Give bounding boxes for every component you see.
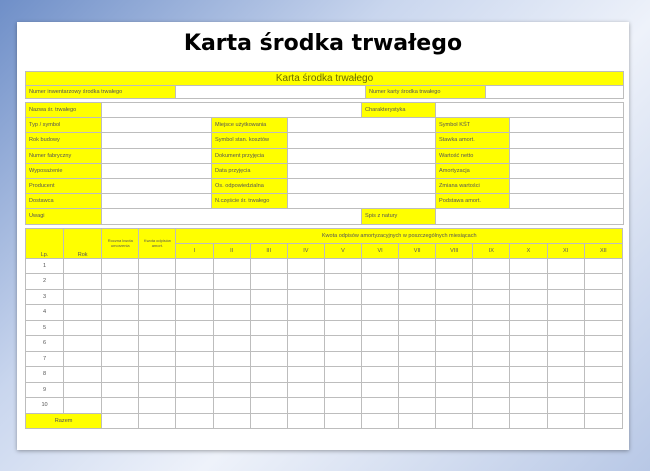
month-header: V xyxy=(324,243,361,258)
table-cell[interactable] xyxy=(436,398,473,414)
total-cell[interactable] xyxy=(584,413,622,429)
table-cell[interactable] xyxy=(213,289,250,305)
table-cell[interactable] xyxy=(213,351,250,367)
table-cell[interactable] xyxy=(250,258,287,274)
characteristics-label: Charakterystyka xyxy=(362,103,436,118)
table-cell[interactable] xyxy=(473,367,510,383)
table-row xyxy=(26,320,623,336)
month-header: I xyxy=(176,243,213,258)
table-cell[interactable] xyxy=(250,336,287,352)
table-cell[interactable] xyxy=(139,336,176,352)
field-label: Dokument przyjęcia xyxy=(212,148,288,163)
table-cell[interactable] xyxy=(473,258,510,274)
field-label: Os. odpowiedzialna xyxy=(212,178,288,193)
table-cell[interactable] xyxy=(436,258,473,274)
row-number: 10 xyxy=(26,398,64,414)
table-cell[interactable] xyxy=(399,274,436,290)
table-cell[interactable] xyxy=(510,305,547,321)
table-cell[interactable] xyxy=(324,398,361,414)
row-number: 8 xyxy=(26,367,64,383)
table-cell[interactable] xyxy=(176,305,213,321)
table-cell[interactable] xyxy=(436,351,473,367)
total-cell[interactable] xyxy=(510,413,547,429)
table-cell[interactable] xyxy=(287,305,324,321)
field-value[interactable] xyxy=(510,133,624,148)
table-cell[interactable] xyxy=(250,351,287,367)
table-cell[interactable] xyxy=(64,274,102,290)
row-number: 6 xyxy=(26,336,64,352)
table-cell[interactable] xyxy=(510,289,547,305)
disposal-value[interactable] xyxy=(436,209,624,224)
table-cell[interactable] xyxy=(213,382,250,398)
month-header: II xyxy=(213,243,250,258)
table-row xyxy=(26,382,623,398)
characteristics-value[interactable] xyxy=(436,103,624,118)
field-value[interactable] xyxy=(288,178,436,193)
table-cell[interactable] xyxy=(176,320,213,336)
field-label: N.częście śr. trwałego xyxy=(212,194,288,209)
table-cell[interactable] xyxy=(399,305,436,321)
table-row xyxy=(26,398,623,414)
field-label: Dostawca xyxy=(26,194,102,209)
table-cell[interactable] xyxy=(287,367,324,383)
field-value[interactable] xyxy=(288,133,436,148)
table-cell[interactable] xyxy=(139,367,176,383)
table-cell[interactable] xyxy=(102,351,139,367)
month-header: III xyxy=(250,243,287,258)
disposal-label: Spis z natury xyxy=(362,209,436,224)
card-title: Karta środka trwałego xyxy=(26,72,624,86)
table-cell[interactable] xyxy=(324,382,361,398)
field-label: Stawka amort. xyxy=(436,133,510,148)
table-cell[interactable] xyxy=(473,351,510,367)
total-cell[interactable] xyxy=(399,413,436,429)
table-cell[interactable] xyxy=(324,258,361,274)
month-header: IX xyxy=(473,243,510,258)
table-cell[interactable] xyxy=(473,320,510,336)
table-cell[interactable] xyxy=(547,351,584,367)
table-cell[interactable] xyxy=(287,398,324,414)
field-value[interactable] xyxy=(102,133,212,148)
inventory-number-value[interactable] xyxy=(176,85,366,99)
table-cell[interactable] xyxy=(287,336,324,352)
table-cell[interactable] xyxy=(399,289,436,305)
field-value[interactable] xyxy=(288,163,436,178)
field-value[interactable] xyxy=(102,194,212,209)
table-cell[interactable] xyxy=(250,367,287,383)
table-cell[interactable] xyxy=(547,382,584,398)
field-label: Zmiana wartości xyxy=(436,178,510,193)
asset-name-label: Nazwa śr. trwałego xyxy=(26,103,102,118)
table-cell[interactable] xyxy=(584,274,622,290)
table-cell[interactable] xyxy=(361,367,398,383)
field-value[interactable] xyxy=(102,148,212,163)
depreciation-amount-header: Kwota odpisów amort. xyxy=(139,228,176,258)
table-cell[interactable] xyxy=(64,305,102,321)
month-header: VIII xyxy=(436,243,473,258)
table-cell[interactable] xyxy=(324,305,361,321)
table-cell[interactable] xyxy=(213,305,250,321)
table-cell[interactable] xyxy=(287,289,324,305)
table-cell[interactable] xyxy=(102,274,139,290)
table-cell[interactable] xyxy=(139,289,176,305)
table-cell[interactable] xyxy=(102,336,139,352)
table-cell[interactable] xyxy=(139,274,176,290)
table-cell[interactable] xyxy=(213,367,250,383)
field-value[interactable] xyxy=(102,163,212,178)
table-cell[interactable] xyxy=(287,351,324,367)
row-number: 4 xyxy=(26,305,64,321)
table-row xyxy=(26,274,623,290)
table-cell[interactable] xyxy=(176,351,213,367)
table-cell[interactable] xyxy=(250,289,287,305)
table-cell[interactable] xyxy=(473,398,510,414)
table-cell[interactable] xyxy=(584,398,622,414)
table-cell[interactable] xyxy=(510,274,547,290)
table-cell[interactable] xyxy=(324,320,361,336)
table-cell[interactable] xyxy=(361,305,398,321)
table-cell[interactable] xyxy=(399,367,436,383)
field-label: Numer fabryczny xyxy=(26,148,102,163)
row-number: 9 xyxy=(26,382,64,398)
total-cell[interactable] xyxy=(361,413,398,429)
field-label: Symbol stan. kosztów xyxy=(212,133,288,148)
table-cell[interactable] xyxy=(436,367,473,383)
table-cell[interactable] xyxy=(250,382,287,398)
table-cell[interactable] xyxy=(213,320,250,336)
card-header-section xyxy=(25,71,624,99)
table-cell[interactable] xyxy=(436,382,473,398)
table-cell[interactable] xyxy=(64,382,102,398)
total-cell[interactable] xyxy=(139,413,176,429)
table-cell[interactable] xyxy=(473,382,510,398)
annual-amount-header: Roczna kwota umorzenia xyxy=(102,228,139,258)
field-label: Amortyzacja xyxy=(436,163,510,178)
field-label: Miejsce użytkowania xyxy=(212,118,288,133)
field-value[interactable] xyxy=(510,118,624,133)
table-cell[interactable] xyxy=(361,258,398,274)
field-label: Podstawa amort. xyxy=(436,194,510,209)
table-cell[interactable] xyxy=(324,289,361,305)
table-cell[interactable] xyxy=(64,336,102,352)
table-cell[interactable] xyxy=(324,274,361,290)
table-cell[interactable] xyxy=(213,258,250,274)
month-header: X xyxy=(510,243,547,258)
table-cell[interactable] xyxy=(102,305,139,321)
table-cell[interactable] xyxy=(213,398,250,414)
field-label: Wartość netto xyxy=(436,148,510,163)
table-cell[interactable] xyxy=(399,320,436,336)
field-value[interactable] xyxy=(102,178,212,193)
table-cell[interactable] xyxy=(584,258,622,274)
table-cell[interactable] xyxy=(64,351,102,367)
field-label: Typ / symbol xyxy=(26,118,102,133)
total-cell[interactable] xyxy=(436,413,473,429)
total-cell[interactable] xyxy=(287,413,324,429)
table-cell[interactable] xyxy=(176,398,213,414)
table-cell[interactable] xyxy=(361,320,398,336)
table-cell[interactable] xyxy=(213,336,250,352)
row-number: 2 xyxy=(26,274,64,290)
table-cell[interactable] xyxy=(399,351,436,367)
field-label: Symbol KŚT xyxy=(436,118,510,133)
table-cell[interactable] xyxy=(139,382,176,398)
total-cell[interactable] xyxy=(176,413,213,429)
table-cell[interactable] xyxy=(584,320,622,336)
asset-card xyxy=(25,71,623,445)
table-cell[interactable] xyxy=(287,320,324,336)
table-cell[interactable] xyxy=(584,336,622,352)
table-cell[interactable] xyxy=(361,289,398,305)
table-cell[interactable] xyxy=(176,258,213,274)
card-number-label: Numer karty środka trwałego xyxy=(366,85,486,99)
total-cell[interactable] xyxy=(473,413,510,429)
table-cell[interactable] xyxy=(584,367,622,383)
card-details-section xyxy=(25,102,624,225)
table-cell[interactable] xyxy=(584,289,622,305)
table-cell[interactable] xyxy=(584,305,622,321)
table-cell[interactable] xyxy=(324,336,361,352)
field-label: Rok budowy xyxy=(26,133,102,148)
table-cell[interactable] xyxy=(287,382,324,398)
table-cell[interactable] xyxy=(176,382,213,398)
table-cell[interactable] xyxy=(436,305,473,321)
row-number: 3 xyxy=(26,289,64,305)
table-cell[interactable] xyxy=(399,336,436,352)
table-row xyxy=(26,367,623,383)
table-cell[interactable] xyxy=(176,289,213,305)
notes-label: Uwagi xyxy=(26,209,102,224)
notes-value[interactable] xyxy=(102,209,362,224)
month-header: XII xyxy=(584,243,622,258)
table-cell[interactable] xyxy=(436,320,473,336)
table-cell[interactable] xyxy=(547,398,584,414)
table-cell[interactable] xyxy=(250,274,287,290)
table-cell[interactable] xyxy=(510,382,547,398)
table-cell[interactable] xyxy=(361,398,398,414)
table-cell[interactable] xyxy=(102,398,139,414)
table-cell[interactable] xyxy=(139,351,176,367)
table-cell[interactable] xyxy=(399,382,436,398)
table-cell[interactable] xyxy=(64,398,102,414)
field-value[interactable] xyxy=(288,148,436,163)
card-number-value[interactable] xyxy=(486,85,624,99)
table-cell[interactable] xyxy=(64,258,102,274)
table-cell[interactable] xyxy=(547,274,584,290)
month-header: VI xyxy=(361,243,398,258)
table-cell[interactable] xyxy=(287,258,324,274)
table-cell[interactable] xyxy=(176,274,213,290)
table-cell[interactable] xyxy=(176,367,213,383)
field-value[interactable] xyxy=(510,178,624,193)
total-cell[interactable] xyxy=(250,413,287,429)
table-row xyxy=(26,336,623,352)
table-cell[interactable] xyxy=(139,258,176,274)
table-cell[interactable] xyxy=(139,305,176,321)
table-row xyxy=(26,305,623,321)
table-cell[interactable] xyxy=(250,320,287,336)
asset-name-value[interactable] xyxy=(102,103,362,118)
month-header: IV xyxy=(287,243,324,258)
row-number: 7 xyxy=(26,351,64,367)
field-label: Producent xyxy=(26,178,102,193)
slide xyxy=(17,22,629,450)
table-cell[interactable] xyxy=(176,336,213,352)
table-cell[interactable] xyxy=(102,258,139,274)
table-cell[interactable] xyxy=(361,351,398,367)
table-cell[interactable] xyxy=(473,289,510,305)
table-cell[interactable] xyxy=(324,351,361,367)
table-cell[interactable] xyxy=(510,398,547,414)
field-label: Wyposażenie xyxy=(26,163,102,178)
table-cell[interactable] xyxy=(436,274,473,290)
field-value[interactable] xyxy=(288,118,436,133)
table-cell[interactable] xyxy=(324,367,361,383)
table-cell[interactable] xyxy=(64,289,102,305)
table-cell[interactable] xyxy=(436,289,473,305)
field-value[interactable] xyxy=(510,163,624,178)
table-row xyxy=(26,258,623,274)
table-cell[interactable] xyxy=(399,258,436,274)
table-cell[interactable] xyxy=(547,305,584,321)
field-value[interactable] xyxy=(102,118,212,133)
table-cell[interactable] xyxy=(584,351,622,367)
table-cell[interactable] xyxy=(361,274,398,290)
year-header: Rok xyxy=(64,228,102,258)
table-cell[interactable] xyxy=(510,258,547,274)
field-value[interactable] xyxy=(510,148,624,163)
table-cell[interactable] xyxy=(547,258,584,274)
table-cell[interactable] xyxy=(399,398,436,414)
table-cell[interactable] xyxy=(473,274,510,290)
table-row xyxy=(26,351,623,367)
field-label: Data przyjęcia xyxy=(212,163,288,178)
table-cell[interactable] xyxy=(102,320,139,336)
table-cell[interactable] xyxy=(510,336,547,352)
slide-title: Karta środka trwałego xyxy=(183,31,463,56)
table-cell[interactable] xyxy=(250,305,287,321)
table-cell[interactable] xyxy=(139,320,176,336)
total-cell[interactable] xyxy=(547,413,584,429)
table-cell[interactable] xyxy=(510,320,547,336)
month-header: VII xyxy=(399,243,436,258)
depreciation-table xyxy=(25,228,623,430)
table-cell[interactable] xyxy=(102,289,139,305)
total-cell[interactable] xyxy=(102,413,139,429)
row-number: 1 xyxy=(26,258,64,274)
table-cell[interactable] xyxy=(547,336,584,352)
table-cell[interactable] xyxy=(64,320,102,336)
table-cell[interactable] xyxy=(102,367,139,383)
table-cell[interactable] xyxy=(250,398,287,414)
field-value[interactable] xyxy=(510,194,624,209)
row-number: 5 xyxy=(26,320,64,336)
table-cell[interactable] xyxy=(361,336,398,352)
total-cell[interactable] xyxy=(213,413,250,429)
table-cell[interactable] xyxy=(287,274,324,290)
table-cell[interactable] xyxy=(64,367,102,383)
table-cell[interactable] xyxy=(213,274,250,290)
table-cell[interactable] xyxy=(547,367,584,383)
total-label: Razem xyxy=(26,413,102,429)
table-cell[interactable] xyxy=(547,320,584,336)
inventory-number-label: Numer inwentarzowy środka trwałego xyxy=(26,85,176,99)
field-value[interactable] xyxy=(288,194,436,209)
lp-header: Lp. xyxy=(26,228,64,258)
table-row xyxy=(26,289,623,305)
table-cell[interactable] xyxy=(584,382,622,398)
table-cell[interactable] xyxy=(139,398,176,414)
table-cell[interactable] xyxy=(473,305,510,321)
total-cell[interactable] xyxy=(324,413,361,429)
table-cell[interactable] xyxy=(102,382,139,398)
month-header: XI xyxy=(547,243,584,258)
table-cell[interactable] xyxy=(510,367,547,383)
monthly-header: Kwota odpisów amortyzacyjnych w poszczególnych miesiącach xyxy=(176,228,623,243)
table-cell[interactable] xyxy=(510,351,547,367)
table-cell[interactable] xyxy=(547,289,584,305)
table-cell[interactable] xyxy=(473,336,510,352)
table-cell[interactable] xyxy=(436,336,473,352)
table-cell[interactable] xyxy=(361,382,398,398)
